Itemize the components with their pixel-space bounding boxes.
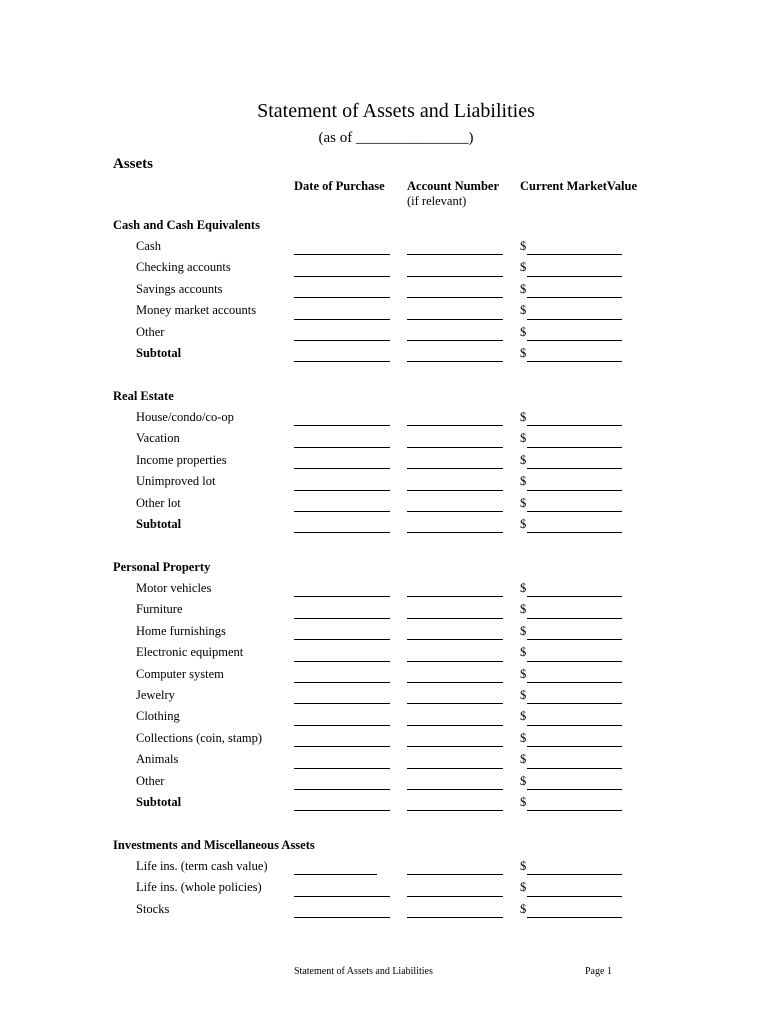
account-number-blank[interactable] [407, 789, 503, 790]
asset-row [113, 493, 633, 514]
dollar-sign: $ [520, 859, 527, 873]
market-value-blank[interactable] [527, 874, 622, 875]
dollar-sign: $ [520, 452, 527, 467]
market-value-blank[interactable] [527, 810, 622, 811]
dollar-sign: $ [520, 324, 527, 339]
date-of-purchase-blank[interactable] [294, 361, 390, 362]
dollar-sign: $ [520, 687, 527, 702]
market-value-blank[interactable] [527, 276, 622, 277]
dollar-sign: $ [520, 431, 527, 446]
subtotal-row [113, 343, 633, 364]
asset-row [113, 450, 633, 471]
section-3 [113, 835, 633, 920]
account-number-blank[interactable] [407, 254, 503, 255]
asset-label: Jewelry [136, 687, 175, 702]
date-of-purchase-blank[interactable] [294, 768, 390, 769]
market-value-blank[interactable] [527, 297, 622, 298]
asset-row [113, 236, 633, 257]
asset-label: Home furnishings [136, 623, 226, 638]
account-number-blank[interactable] [407, 768, 503, 769]
asset-label: Life ins. (whole policies) [136, 880, 262, 895]
account-number-blank[interactable] [407, 511, 503, 512]
date-of-purchase-blank[interactable] [294, 425, 390, 426]
section-2 [113, 557, 633, 813]
dollar-sign: $ [520, 773, 527, 788]
asset-label: Other [136, 324, 165, 339]
market-value-blank[interactable] [527, 917, 622, 918]
dollar-sign: $ [520, 281, 527, 296]
asset-row [113, 877, 633, 898]
date-of-purchase-blank[interactable] [294, 297, 390, 298]
account-number-blank[interactable] [407, 425, 503, 426]
market-value-blank[interactable] [527, 703, 622, 704]
column-header-date-of-purchase: Date of Purchase [294, 179, 385, 193]
market-value-blank[interactable] [527, 618, 622, 619]
asset-label: Computer system [136, 666, 224, 681]
market-value-blank[interactable] [527, 682, 622, 683]
market-value-blank[interactable] [527, 319, 622, 320]
asset-row [113, 856, 633, 877]
account-number-blank[interactable] [407, 703, 503, 704]
account-number-blank[interactable] [407, 596, 503, 597]
account-number-blank[interactable] [407, 874, 503, 875]
account-number-blank[interactable] [407, 661, 503, 662]
dollar-sign: $ [520, 709, 527, 724]
market-value-blank[interactable] [527, 511, 622, 512]
market-value-blank[interactable] [527, 639, 622, 640]
asset-row [113, 599, 633, 620]
account-number-blank[interactable] [407, 746, 503, 747]
dollar-sign: $ [520, 474, 527, 489]
account-number-blank[interactable] [407, 810, 503, 811]
asset-label: Furniture [136, 602, 183, 617]
asset-row [113, 257, 633, 278]
date-of-purchase-blank[interactable] [294, 703, 390, 704]
date-of-purchase-blank[interactable] [294, 874, 377, 875]
market-value-blank[interactable] [527, 490, 622, 491]
market-value-blank[interactable] [527, 746, 622, 747]
market-value-blank[interactable] [527, 896, 622, 897]
date-of-purchase-blank[interactable] [294, 511, 390, 512]
account-number-blank[interactable] [407, 447, 503, 448]
asset-row [113, 706, 633, 727]
dollar-sign: $ [520, 260, 527, 275]
asset-row [113, 642, 633, 663]
market-value-blank[interactable] [527, 596, 622, 597]
account-number-sublabel: (if relevant) [407, 194, 467, 208]
date-of-purchase-blank[interactable] [294, 468, 390, 469]
account-number-blank[interactable] [407, 725, 503, 726]
asset-label: Electronic equipment [136, 645, 244, 660]
asset-label: Checking accounts [136, 260, 231, 275]
account-number-blank[interactable] [407, 319, 503, 320]
column-header-current-market-value: Current MarketValue [520, 179, 637, 193]
account-number-blank[interactable] [407, 276, 503, 277]
date-of-purchase-blank[interactable] [294, 746, 390, 747]
subtotal-label: Subtotal [136, 345, 182, 360]
asset-label: Motor vehicles [136, 581, 212, 595]
asset-row [113, 578, 633, 599]
account-number-blank[interactable] [407, 532, 503, 533]
subtotal-row [113, 514, 633, 535]
account-number-blank[interactable] [407, 340, 503, 341]
date-of-purchase-blank[interactable] [294, 447, 390, 448]
asset-label: Cash [136, 239, 161, 253]
dollar-sign: $ [520, 623, 527, 638]
asset-row [113, 322, 633, 343]
market-value-blank[interactable] [527, 425, 622, 426]
date-of-purchase-blank[interactable] [294, 618, 390, 619]
section-1 [113, 386, 633, 535]
asset-label: Other lot [136, 495, 181, 510]
dollar-sign: $ [520, 730, 527, 745]
asset-label: Savings accounts [136, 281, 223, 296]
date-of-purchase-blank[interactable] [294, 639, 390, 640]
subtotal-row [113, 792, 633, 813]
dollar-sign: $ [520, 666, 527, 681]
dollar-sign: $ [520, 239, 527, 253]
asset-row [113, 728, 633, 749]
as-of-date-line: (as of _______________) [318, 130, 474, 146]
asset-label: Money market accounts [136, 303, 257, 318]
section-title: Investments and Miscellaneous Assets [113, 838, 315, 852]
asset-row [113, 407, 633, 428]
market-value-blank[interactable] [527, 340, 622, 341]
asset-label: Collections (coin, stamp) [136, 730, 263, 745]
document-title: Statement of Assets and Liabilities [257, 100, 535, 122]
asset-row [113, 279, 633, 300]
dollar-sign: $ [520, 581, 527, 595]
market-value-blank[interactable] [527, 361, 622, 362]
dollar-sign: $ [520, 303, 527, 318]
asset-row [113, 621, 633, 642]
market-value-blank[interactable] [527, 447, 622, 448]
market-value-blank[interactable] [527, 789, 622, 790]
date-of-purchase-blank[interactable] [294, 254, 390, 255]
asset-row [113, 664, 633, 685]
asset-label: Clothing [136, 709, 180, 724]
dollar-sign: $ [520, 345, 527, 360]
account-number-blank[interactable] [407, 468, 503, 469]
account-number-blank[interactable] [407, 361, 503, 362]
dollar-sign: $ [520, 645, 527, 660]
asset-label: Unimproved lot [136, 474, 216, 489]
date-of-purchase-blank[interactable] [294, 896, 390, 897]
market-value-blank[interactable] [527, 768, 622, 769]
account-number-blank[interactable] [407, 917, 503, 918]
market-value-blank[interactable] [527, 254, 622, 255]
date-of-purchase-blank[interactable] [294, 532, 390, 533]
subtotal-label: Subtotal [136, 794, 182, 809]
account-number-blank[interactable] [407, 639, 503, 640]
date-of-purchase-blank[interactable] [294, 789, 390, 790]
date-of-purchase-blank[interactable] [294, 682, 390, 683]
asset-row [113, 300, 633, 321]
asset-row [113, 771, 633, 792]
account-number-blank[interactable] [407, 618, 503, 619]
dollar-sign: $ [520, 880, 527, 895]
date-of-purchase-blank[interactable] [294, 340, 390, 341]
footer-document-name: Statement of Assets and Liabilities [294, 966, 433, 977]
asset-row [113, 471, 633, 492]
asset-row [113, 749, 633, 770]
section-title: Personal Property [113, 560, 211, 574]
asset-row [113, 899, 633, 920]
footer-page-number: Page 1 [585, 966, 612, 977]
date-of-purchase-blank[interactable] [294, 725, 390, 726]
asset-label: Stocks [136, 901, 170, 916]
account-number-blank[interactable] [407, 682, 503, 683]
asset-row [113, 428, 633, 449]
asset-label: Animals [136, 752, 179, 767]
section-0 [113, 215, 633, 364]
date-of-purchase-blank[interactable] [294, 319, 390, 320]
asset-label: House/condo/co-op [136, 410, 234, 424]
dollar-sign: $ [520, 410, 527, 424]
account-number-blank[interactable] [407, 896, 503, 897]
asset-label: Other [136, 773, 165, 788]
section-title: Cash and Cash Equivalents [113, 218, 260, 232]
section-title: Real Estate [113, 389, 174, 403]
dollar-sign: $ [520, 794, 527, 809]
asset-label: Income properties [136, 452, 227, 467]
assets-heading: Assets [113, 156, 153, 172]
dollar-sign: $ [520, 752, 527, 767]
column-header-account-number [407, 179, 499, 209]
date-of-purchase-blank[interactable] [294, 810, 390, 811]
date-of-purchase-blank[interactable] [294, 276, 390, 277]
date-of-purchase-blank[interactable] [294, 661, 390, 662]
market-value-blank[interactable] [527, 468, 622, 469]
dollar-sign: $ [520, 901, 527, 916]
account-number-label: Account Number [407, 179, 500, 193]
dollar-sign: $ [520, 602, 527, 617]
market-value-blank[interactable] [527, 661, 622, 662]
subtotal-label: Subtotal [136, 516, 182, 531]
asset-label: Life ins. (term cash value) [136, 859, 268, 873]
asset-label: Vacation [136, 431, 180, 446]
market-value-blank[interactable] [527, 532, 622, 533]
date-of-purchase-blank[interactable] [294, 596, 390, 597]
market-value-blank[interactable] [527, 725, 622, 726]
account-number-blank[interactable] [407, 490, 503, 491]
date-of-purchase-blank[interactable] [294, 490, 390, 491]
dollar-sign: $ [520, 516, 527, 531]
dollar-sign: $ [520, 495, 527, 510]
asset-row [113, 685, 633, 706]
account-number-blank[interactable] [407, 297, 503, 298]
date-of-purchase-blank[interactable] [294, 917, 390, 918]
